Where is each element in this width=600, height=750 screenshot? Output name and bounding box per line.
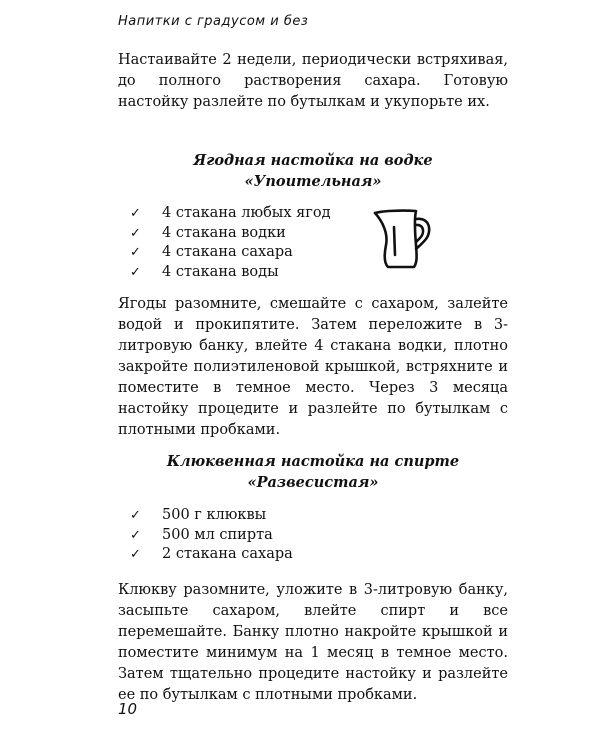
ingredient-item: ✓ 500 мл спирта [130,526,293,546]
intro-paragraph: Настаивайте 2 недели, периодически встряхивая, до полного растворения сахара. Готовую настойку разлейте по бутылкам и укупорьте их. [118,52,508,110]
check-mark-icon: ✓ [130,264,141,280]
running-header: Напитки с градусом и без [118,14,309,29]
check-mark-icon: ✓ [130,225,141,241]
ingredient-item: ✓ 4 стакана сахара [130,243,331,263]
ingredient-item: ✓ 4 стакана воды [130,263,331,283]
check-mark-icon: ✓ [130,527,141,543]
page-number: 10 [118,700,138,718]
check-mark-icon: ✓ [130,508,141,523]
recipe2-instructions: Клюкву разомните, уложите в 3-литровую банку, засыпьте сахаром, влейте спирт и все перемешайте. Банку плотно накройте крышкой и поместите минимум на 1 месяц в темное место. Затем тщательно процедите настойку и разлейте ее по бутылкам с плотными пробками. [118,582,508,703]
recipe1-title-line2: «Упоительная» [244,173,382,190]
recipe1-title [118,150,508,192]
pitcher-icon [370,205,438,271]
recipe1-ingredient-list [130,204,331,282]
recipe1-instructions: Ягоды разомните, смешайте с сахаром, залейте водой и прокипятите. Затем переложите в 3-литровую банку, влейте 4 стакана водки, плотно закройте полиэтиленовой крышкой, встряхните и поместите в темное место. Через 3 месяца настойку процедите и разлейте по бутылкам с плотными пробками. [118,296,508,438]
recipe2-ingredient-list [130,506,293,565]
recipe2-title-line2: «Развесистая» [247,474,379,491]
ingredient-item: ✓ 500 г клюквы [130,506,293,526]
recipe2-title [118,451,508,493]
check-mark-icon: ✓ [130,245,141,260]
check-mark-icon: ✓ [130,206,141,221]
recipe1-title-line1: Ягодная настойка на водке [193,152,433,169]
ingredient-item: ✓ 4 стакана водки [130,224,331,244]
ingredient-item: ✓ 2 стакана сахара [130,545,293,565]
recipe2-title-line1: Клюквенная настойка на спирте [166,453,460,470]
ingredient-item: ✓ 4 стакана любых ягод [130,204,331,224]
check-mark-icon: ✓ [130,547,141,562]
